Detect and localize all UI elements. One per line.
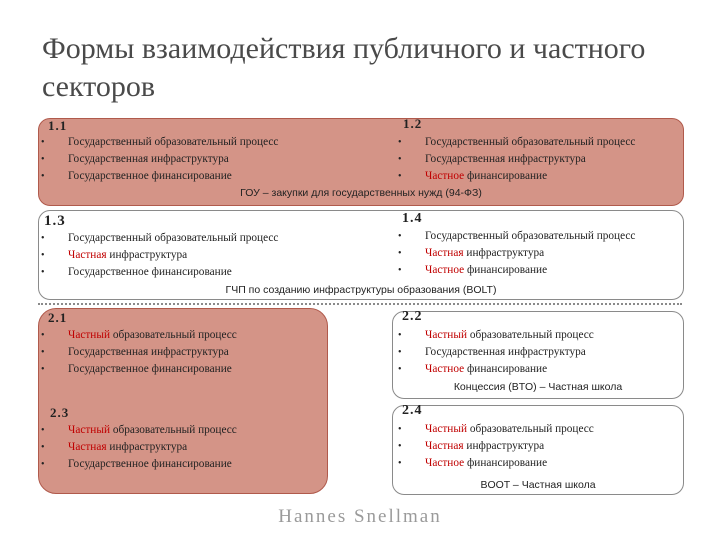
list-item [397,134,635,151]
cell-1-3-list [40,230,278,281]
cell-2-3-list [40,422,237,473]
list-item [397,344,594,361]
private-highlight: Частное [425,457,465,469]
private-highlight: Частный [425,423,467,435]
cell-1-2-number: 1.2 [403,116,423,131]
list-item-text: Государственная инфраструктура [68,346,229,358]
cell-2-2-caption: Концессия (BTO) – Частная школа [453,381,623,393]
list-item-text: финансирование [464,363,548,375]
cell-2-4-caption: BOOT – Частная школа [480,479,596,491]
list-item [40,151,278,168]
list-item-text: инфраструктура [463,440,545,452]
list-item-text: финансирование [464,264,548,276]
list-item-text: Государственный образовательный процесс [68,136,279,148]
private-highlight: Частный [68,424,110,436]
private-highlight: Частное [425,363,465,375]
private-highlight: Частный [425,329,467,341]
list-item [397,438,594,455]
list-item [40,247,278,264]
list-item [397,327,594,344]
list-item [40,456,237,473]
list-item [397,151,635,168]
cell-1-4-number: 1.4 [402,211,423,226]
list-item [40,168,278,185]
list-item-text: Государственная инфраструктура [425,153,586,165]
list-item [397,455,594,472]
cell-1-1-list [40,134,278,185]
cell-1-2-list [397,134,635,185]
list-item [397,168,635,185]
list-item-text: инфраструктура [106,249,188,261]
list-item [397,228,635,245]
list-item-text: финансирование [464,170,548,182]
list-item [40,230,278,247]
list-item [40,422,237,439]
list-item-text: Государственный образовательный процесс [68,232,279,244]
list-item-text: Государственное финансирование [68,458,232,470]
list-item-text: Государственное финансирование [68,170,232,182]
list-item [40,134,278,151]
list-item-text: Государственная инфраструктура [425,346,586,358]
private-highlight: Частный [68,329,110,341]
list-item [397,245,635,262]
cell-2-1-number: 2.1 [48,310,68,325]
list-item-text: образовательный процесс [110,329,237,341]
list-item [397,262,635,279]
cell-2-2-list [397,327,594,378]
private-highlight: Частная [425,440,464,452]
list-item [40,264,278,281]
list-item-text: инфраструктура [463,247,545,259]
private-highlight: Частная [425,247,464,259]
list-item-text: образовательный процесс [467,329,594,341]
private-highlight: Частное [425,170,465,182]
list-item-text: Государственное финансирование [68,363,232,375]
list-item [40,361,237,378]
list-item [40,439,237,456]
row-2-caption: ГЧП по созданию инфраструктуры образования (BOLT) [225,284,497,296]
list-item-text: Государственный образовательный процесс [425,230,636,242]
list-item [397,421,594,438]
cell-2-1-list [40,327,237,378]
cell-2-4-number: 2.4 [402,403,423,418]
list-item-text: Государственный образовательный процесс [425,136,636,148]
company-logo: Hannes Snellman [278,506,442,527]
list-item-text: инфраструктура [106,441,188,453]
private-highlight: Частная [68,441,107,453]
cell-2-4-list [397,421,594,472]
cell-1-3-number: 1.3 [44,213,66,229]
list-item [40,327,237,344]
cell-1-1-number: 1.1 [48,118,68,133]
list-item-text: Государственная инфраструктура [68,153,229,165]
row-1-caption: ГОУ – закупки для государственных нужд (94-ФЗ) [240,187,482,199]
private-highlight: Частная [68,249,107,261]
private-highlight: Частное [425,264,465,276]
list-item [40,344,237,361]
list-item-text: образовательный процесс [110,424,237,436]
cell-1-4-list [397,228,635,279]
section-divider [38,303,682,305]
cell-2-2-number: 2.2 [402,309,423,324]
list-item [397,361,594,378]
list-item-text: образовательный процесс [467,423,594,435]
page-title: Формы взаимодействия публичного и частного секторов [42,32,646,103]
list-item-text: Государственное финансирование [68,266,232,278]
list-item-text: финансирование [464,457,548,469]
cell-2-3-number: 2.3 [50,405,70,420]
